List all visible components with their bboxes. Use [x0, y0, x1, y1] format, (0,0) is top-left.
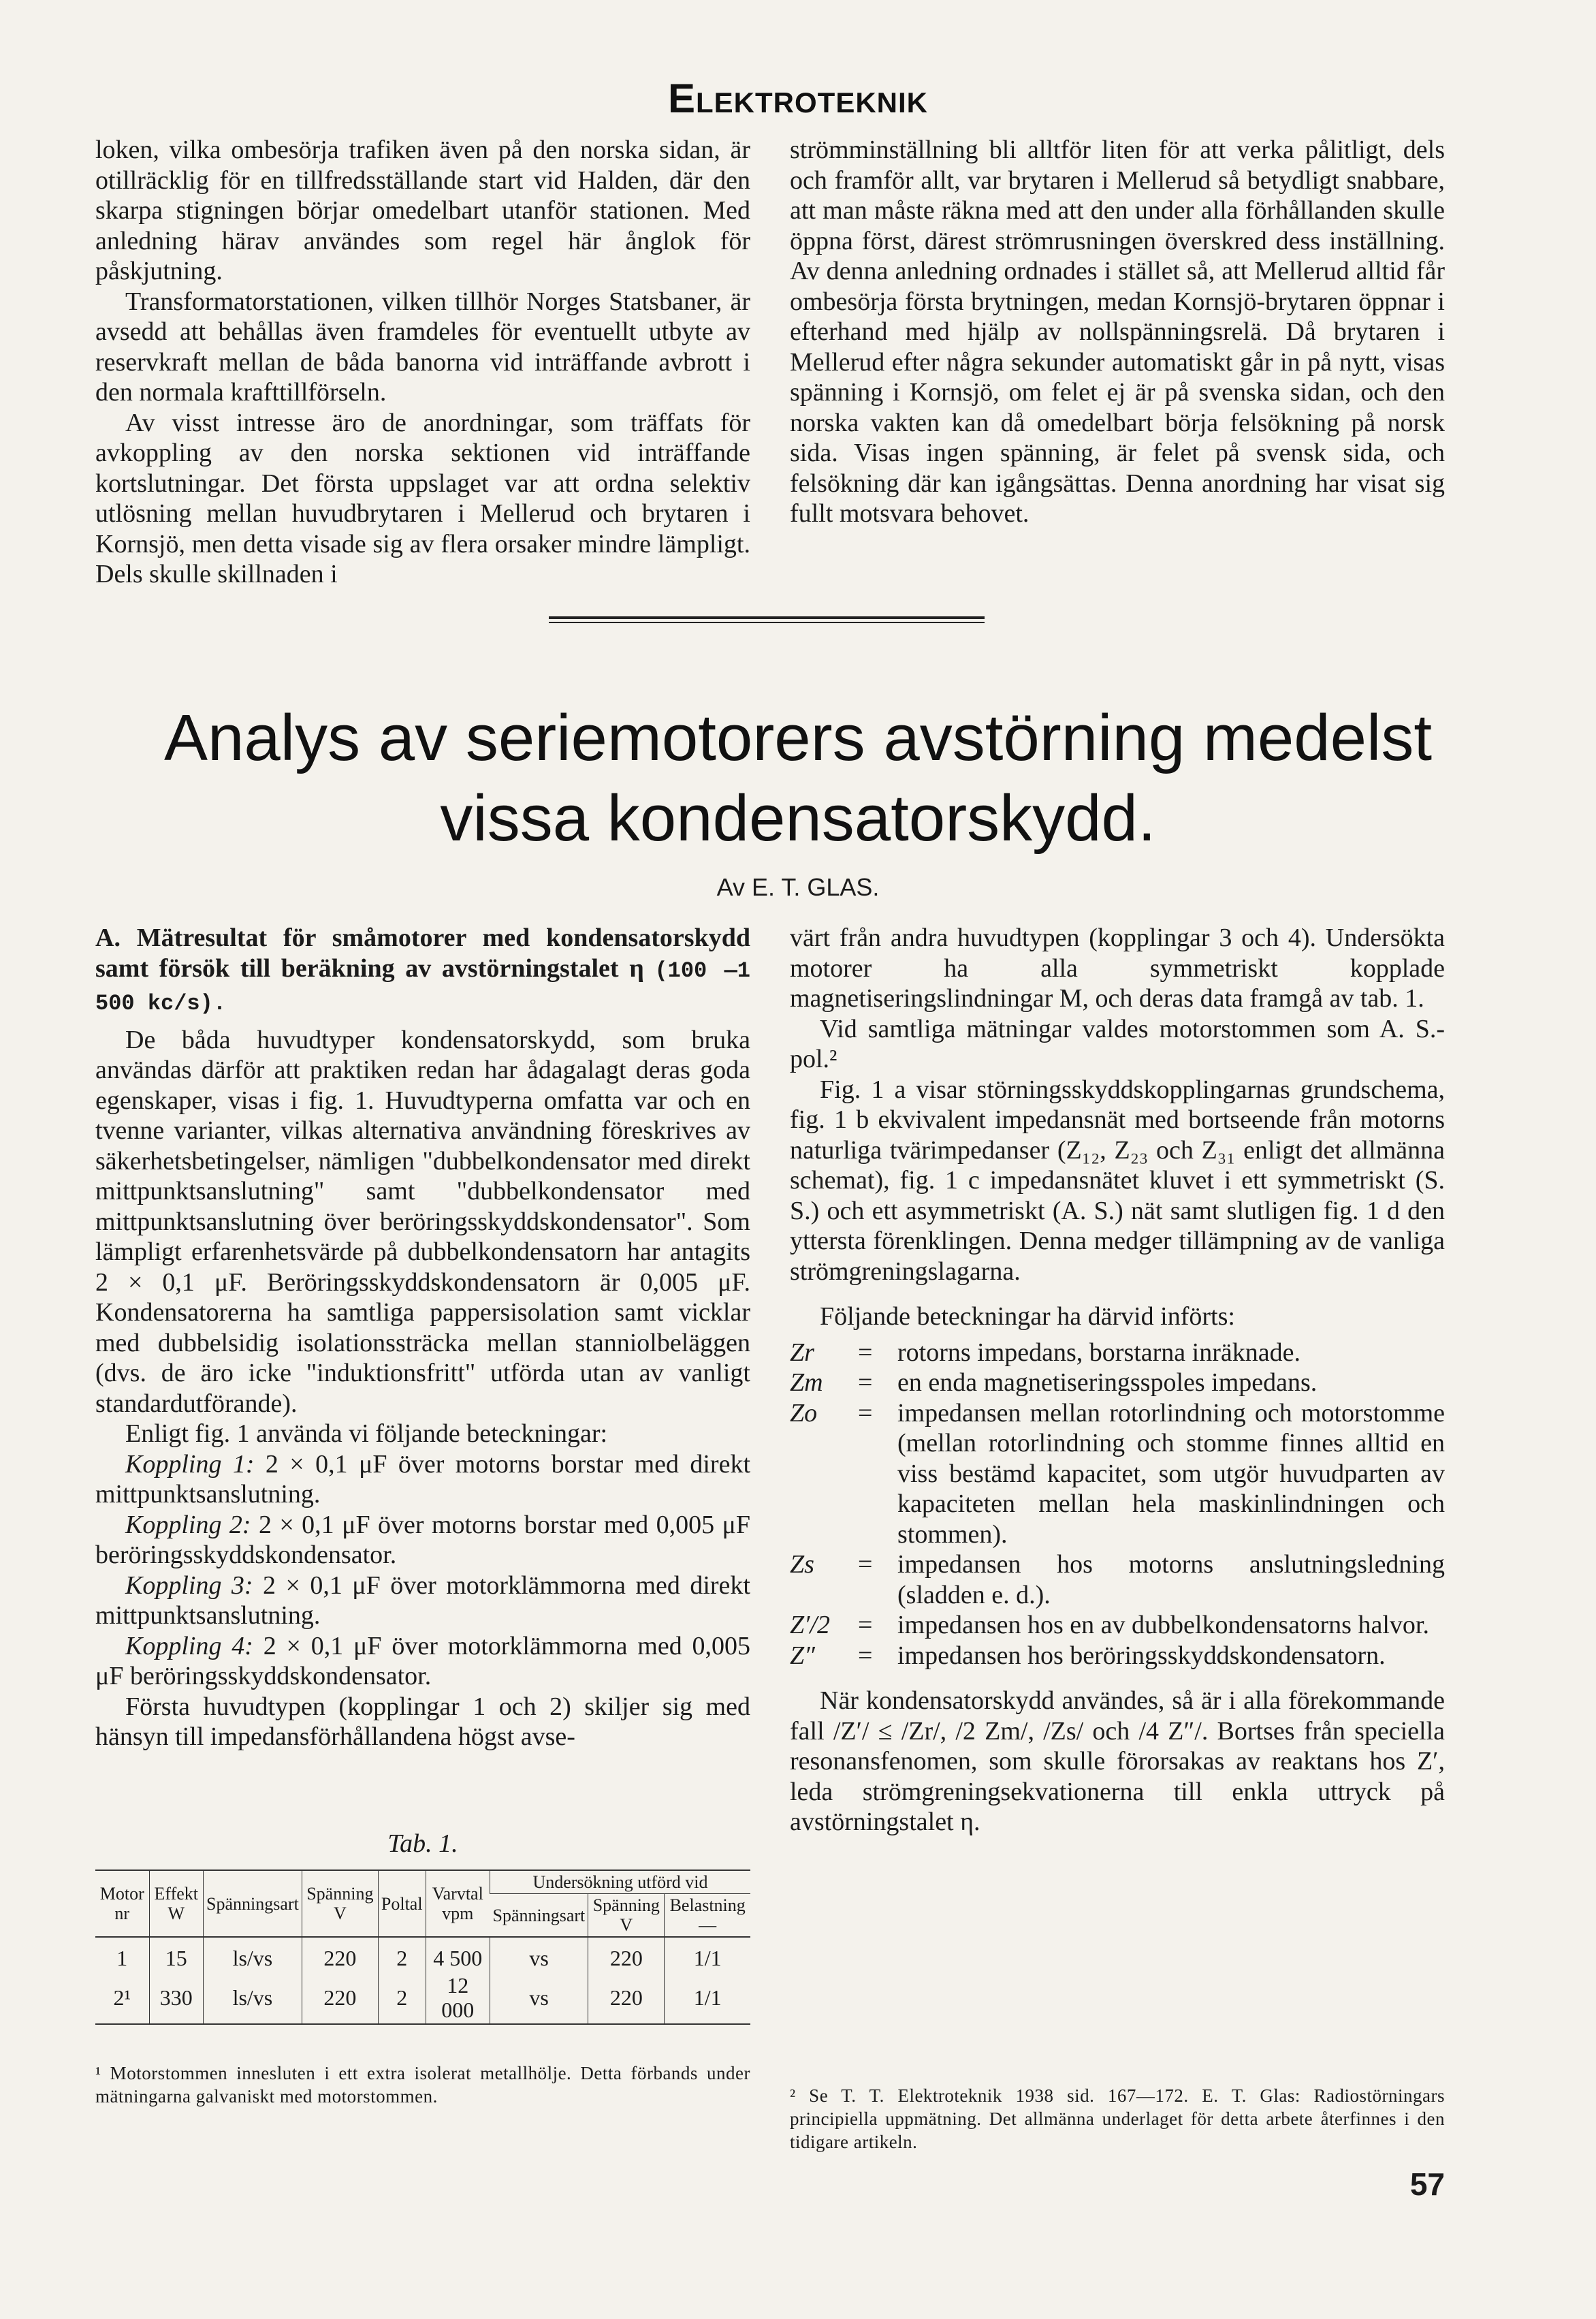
paragraph: Vid samtliga mätningar valdes motorstommen som A. S.-pol.²: [790, 1014, 1445, 1073]
paragraph: Första huvudtypen (kopplingar 1 och 2) skiljer sig med hänsyn till impedansförhållandena högst avse-: [95, 1692, 750, 1751]
coupling-text: 2 × 0,1 μF över motorklämmorna med 0,005 μF beröringsskyddskondensator.: [95, 1631, 750, 1690]
definition-equals: =: [858, 1641, 873, 1670]
data-table: [95, 1870, 750, 2025]
paragraph: Transformatorstationen, vilken tillhör Norges Statsbaner, är avsedd att behållas även framdeles för eventuellt utbyte av reservkraft mellan de båda banorna vid inträffande avbrott i den normala krafttillförseln.: [95, 287, 750, 407]
definition-text: impedansen hos beröringsskyddskondensatorn.: [897, 1641, 1386, 1670]
page-number: 57: [1409, 2166, 1445, 2202]
definition-text: impedansen hos en av dubbelkondensatorns halvor.: [897, 1611, 1429, 1639]
running-header: Elektroteknik: [667, 76, 928, 121]
paragraph: Följande beteckningar ha därvid införts:: [820, 1302, 1235, 1331]
definition-equals: =: [858, 1550, 873, 1579]
sub-header: Spänningsart: [490, 1894, 588, 1938]
col-header: Spänningsart: [204, 1870, 302, 1937]
table-cell: ls/vs: [204, 1937, 302, 1972]
table-cell: 12 000: [426, 1972, 490, 2024]
definition-equals: =: [858, 1368, 873, 1397]
definition-symbol: Z′/2: [790, 1611, 831, 1639]
paragraph: Fig. 1 a visar störningsskyddskopplingarnas grundschema, fig. 1 b ekvivalent impedansnät med bortseende från motorns naturliga tvärimpedanser (Z₁₂, Z₂₃ och Z₃₁ enligt det allmänna schemat), fig. 1 c impedansnätet kluvet i ett symmetriskt (S. S.) och ett asymmetriskt (A. S.) nät samt slutligen fig. 1 d den yttersta förenklingen. Denna medger tillämpning av de vanliga strömgreningslagarna.: [790, 1075, 1445, 1286]
paragraph: värt från andra huvudtypen (kopplingar 3 och 4). Undersökta motorer ha alla symmetriskt kopplade magnetiseringslindningar M, och deras data framgå av tab. 1.: [790, 924, 1445, 1013]
paragraph: Av visst intresse äro de anordningar, som träffats för avkoppling av den norska sektionen vid inträffande kortslutningar. Det första uppslaget var att ordna selektiv utlösning mellan huvudbrytaren i Mellerud och brytaren i Kornsjö, men detta visade sig av flera orsaker mindre lämpligt. Dels skulle skillnaden i: [95, 408, 750, 588]
coupling-text: 2 × 0,1 μF över motorns borstar med direkt mittpunktsanslutning.: [95, 1449, 750, 1509]
definition-row: [790, 1368, 1445, 1398]
table-cell: 4 500: [426, 1937, 490, 1972]
table-cell: 1/1: [665, 1972, 750, 2024]
footnote-1: ¹ Motorstommen innesluten i ett extra isolerat metallhölje. Detta förbands under mätningarna galvaniskt med motorstommen.: [95, 2063, 750, 2107]
definition-symbol: Zm: [790, 1368, 823, 1397]
table-cell: vs: [490, 1937, 588, 1972]
col-header: Poltal: [378, 1870, 426, 1937]
table-cell: 2: [378, 1937, 426, 1972]
table-row: [95, 1937, 750, 1972]
paragraph: loken, vilka ombesörja trafiken även på den norska sidan, är otillräcklig för en tillfredsställande start vid Halden, där den skarpa stigningen börjar omedelbart utanför stationen. Med anledning härav användes som regel här ånglok för påskjutning.: [95, 136, 750, 285]
section-divider: [549, 616, 985, 623]
paragraph: Enligt fig. 1 använda vi följande beteckningar:: [125, 1419, 608, 1448]
coupling-text: 2 × 0,1 μF över motorns borstar med 0,005 μF beröringsskyddskondensator.: [95, 1510, 751, 1569]
definition-list: [790, 1338, 1445, 1671]
col-header: Varvtal vpm: [426, 1870, 490, 1937]
col-header: Effekt W: [149, 1870, 204, 1937]
definition-symbol: Zr: [790, 1338, 814, 1367]
definition-equals: =: [858, 1338, 873, 1367]
section-heading: [95, 923, 750, 1020]
definition-row: [790, 1549, 1445, 1610]
sub-header: Belastning —: [665, 1894, 750, 1938]
title-line-2: vissa kondensatorskydd.: [440, 782, 1156, 855]
definition-text: en enda magnetiseringsspoles impedans.: [897, 1368, 1318, 1397]
table-title: Tab. 1.: [387, 1829, 458, 1858]
top-left-column: [95, 135, 750, 590]
table-cell: ls/vs: [204, 1972, 302, 2024]
group-header: Undersökning utförd vid: [490, 1870, 751, 1894]
definition-symbol: Zs: [790, 1550, 814, 1579]
article-title: [68, 698, 1528, 859]
table-cell: 1: [95, 1937, 149, 1972]
paragraph: När kondensatorskydd användes, så är i alla förekommande fall /Z′/ ≤ /Zr/, /2 Zm/, /Zs/ och /4 Z″/. Bortses från speciella resonansfenomen, som skulle förorsakas av reaktans hos Z′, leda strömgreningsekvationerna till enkla uttryck på avstörningstalet η.: [790, 1686, 1445, 1836]
coupling-label: Koppling 4:: [125, 1631, 253, 1660]
coupling-label: Koppling 3:: [125, 1571, 253, 1600]
section-heading-range: (100 —1 500 kc/s).: [95, 958, 751, 1016]
table-cell: 220: [302, 1937, 378, 1972]
top-right-column: [790, 135, 1445, 529]
table-cell: 330: [149, 1972, 204, 2024]
table-cell: 2: [378, 1972, 426, 2024]
section-heading-text: A. Mätresultat för småmotorer med kondensatorskydd samt försök till beräkning av avstörningstalet η: [95, 924, 750, 983]
definition-symbol: Z″: [790, 1641, 815, 1670]
definition-text: rotorns impedans, borstarna inräknade.: [897, 1338, 1300, 1367]
definition-row: [790, 1338, 1445, 1368]
definition-symbol: Zo: [790, 1398, 818, 1427]
coupling-2: [95, 1510, 750, 1571]
definition-text: impedansen mellan rotorlindning och motorstomme (mellan rotorlindning och stomme finnes alltid en viss bestämd kapacitet, som utgör huvudparten av kapaciteten mellan hela maskinlindningen och stommen).: [897, 1398, 1445, 1549]
paragraph: strömminställning bli alltför liten för att verka pålitligt, dels och framför allt, var brytaren i Mellerud så betydligt snabbare, att man måste räkna med att den under alla förhållanden skulle öppna först, därest strömrusningen överskred dess inställning. Av denna anledning ordnades i stället så, att Mellerud alltid får ombesörja första brytningen, medan Kornsjö-brytaren öppnar i efterhand med hjälp av nollspänningsrelä. Då brytaren i Mellerud efter några sekunder automatiskt går in på nytt, visas spänning i Kornsjö, om felet ej är på svenska sidan, och den norska vakten kan då omedelbart börja felsökning på norsk sida. Visas ingen spänning, är felet på svensk sida, och felsökning där kan igångsättas. Denna anordning har visat sig fullt motsvara behovet.: [790, 136, 1445, 528]
table-cell: vs: [490, 1972, 588, 2024]
table-cell: 220: [588, 1937, 665, 1972]
footnote-2: ² Se T. T. Elektroteknik 1938 sid. 167—172. E. T. Glas: Radiostörningars principiella uppmätning. Det allmänna underlaget för detta arbete återfinnes i den tidigare artikeln.: [790, 2085, 1445, 2152]
table-row: [95, 1972, 750, 2024]
sub-header: Spänning V: [588, 1894, 665, 1938]
definition-equals: =: [858, 1611, 873, 1639]
definition-equals: =: [858, 1398, 873, 1427]
coupling-4: [95, 1631, 750, 1692]
table-cell: 220: [588, 1972, 665, 2024]
coupling-label: Koppling 1:: [125, 1449, 255, 1479]
definition-row: [790, 1398, 1445, 1550]
coupling-label: Koppling 2:: [125, 1510, 251, 1539]
col-header: Motor nr: [95, 1870, 149, 1937]
definition-row: [790, 1641, 1445, 1671]
definition-row: [790, 1610, 1445, 1641]
paragraph: De båda huvudtyper kondensatorskydd, som bruka användas därför att praktiken redan har ådagalagt deras goda egenskaper, visas i fig. 1. Huvudtyperna omfatta var och en tvenne varianter, vilkas alternativa användning föreskrives av säkerhetsbetingelser, nämligen "dubbelkondensator med direkt mittpunktsanslutning" samt "dubbelkondensator med mittpunktsanslutning över beröringsskyddskondensator". Som lämpligt erfarenhetsvärde på dubbelkondensatorn har antagits 2 × 0,1 μF. Beröringsskyddskondensatorn är 0,005 μF. Kondensatorerna ha samtliga pappersisolation samt vicklar med dubbelsidig isolationssträcka mellan stanniolbeläggen (dvs. de äro icke "induktionsfritt" utförda utan av vanligt standardutförande).: [95, 1025, 750, 1418]
coupling-1: [95, 1449, 750, 1510]
table-cell: 15: [149, 1937, 204, 1972]
table-cell: 2¹: [95, 1972, 149, 2024]
coupling-text: 2 × 0,1 μF över motorklämmorna med direkt mittpunktsanslutning.: [95, 1571, 750, 1630]
definition-text: impedansen hos motorns anslutningsledning (sladden e. d.).: [897, 1550, 1445, 1609]
col-header: Spänning V: [302, 1870, 378, 1937]
title-line-1: Analys av seriemotorers avstörning medelst: [163, 701, 1433, 774]
table-cell: 1/1: [665, 1937, 750, 1972]
table-cell: 220: [302, 1972, 378, 2024]
article-author: Av E. T. GLAS.: [716, 873, 880, 901]
main-left-column: [95, 923, 750, 1752]
coupling-3: [95, 1571, 750, 1631]
main-right-column: [790, 923, 1445, 1837]
